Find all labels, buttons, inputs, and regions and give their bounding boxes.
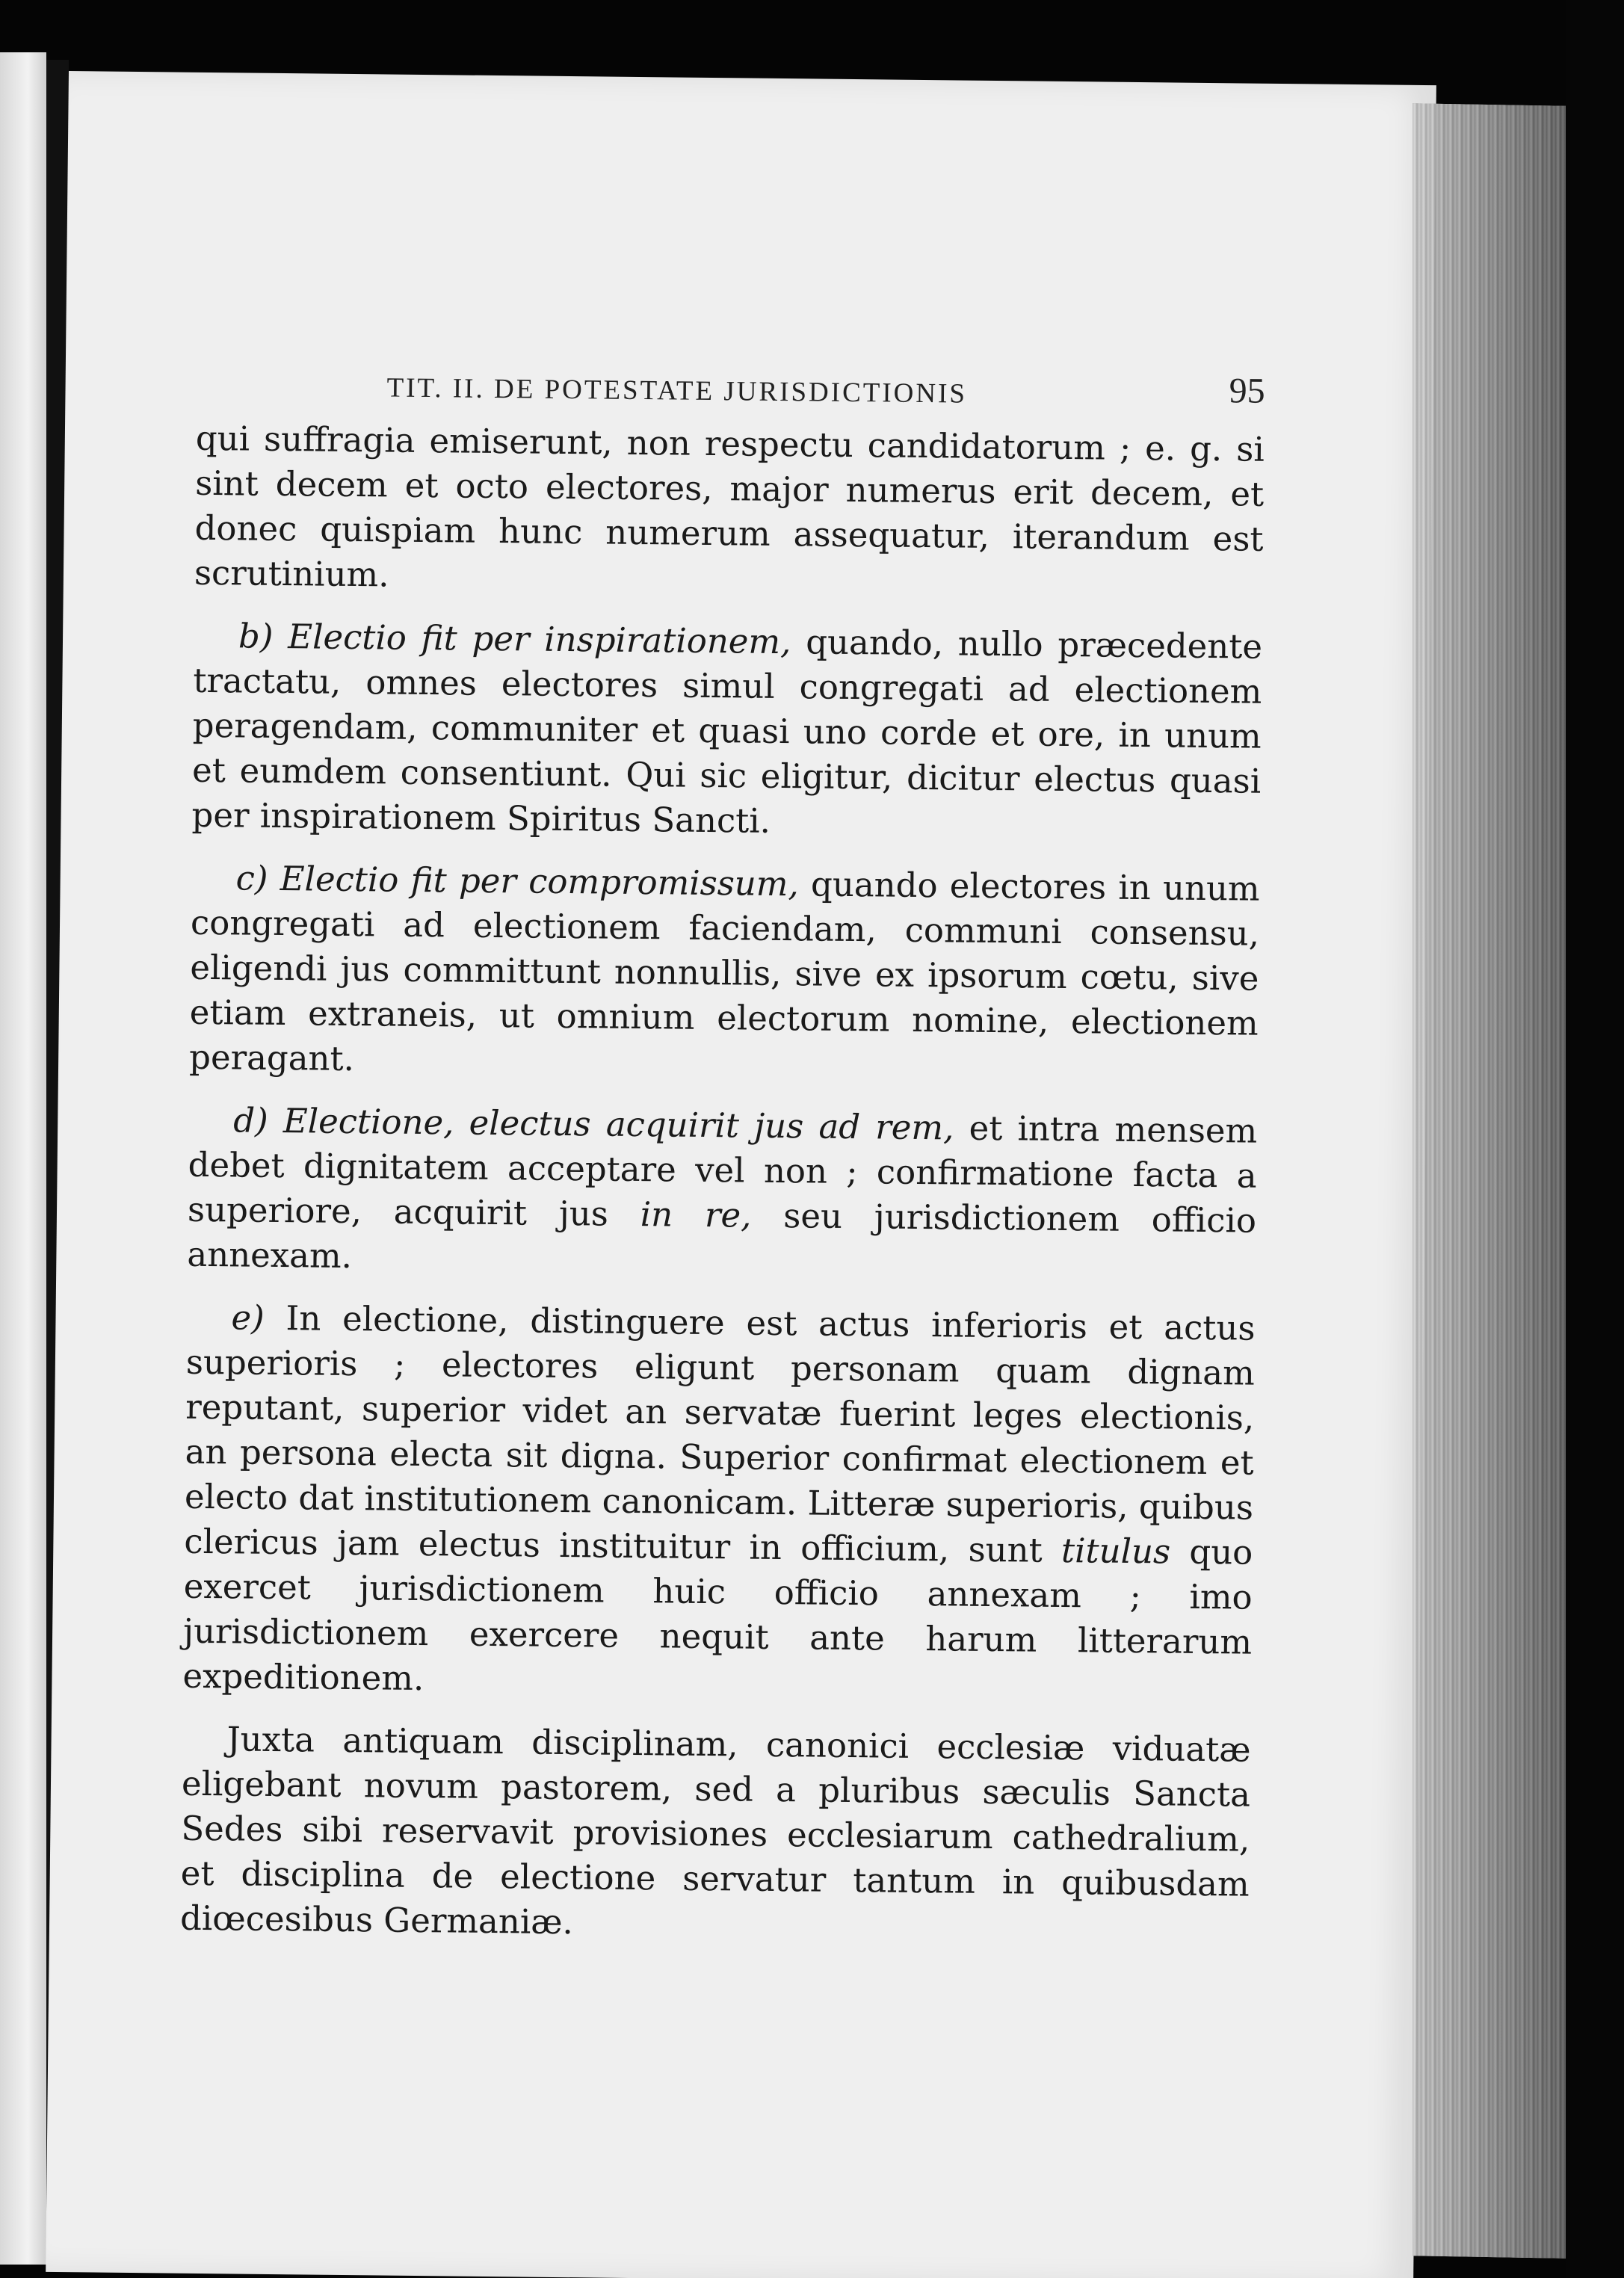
paragraph-label: d) xyxy=(233,1100,268,1140)
paragraph-inline-italic: titulus xyxy=(1060,1531,1171,1572)
running-title: TIT. II. DE POTESTATE JURISDICTIONIS xyxy=(386,372,968,410)
paragraph-text: qui suffragia emiserunt, non respectu candidatorum ; e. g. si sint decem et octo electores, major numerus erit decem, et donec quispiam hunc numerum assequatur, iterandum est scrutinium. xyxy=(194,418,1265,595)
paragraph-continuation xyxy=(194,416,1265,607)
book-page xyxy=(46,71,1436,2278)
paragraph-label: c) xyxy=(235,858,268,898)
paragraph-juxta xyxy=(180,1717,1251,1952)
stacked-page-edges xyxy=(1412,103,1566,2259)
paragraph-text: et intra mensem debet dignitatem acceptare vel non ; confirmatione facta a superiore, acquirit jus xyxy=(187,1108,1258,1235)
running-head xyxy=(196,349,1265,427)
paragraph-tail: quo exercet jurisdictionem huic officio annexam ; imo jurisdictionem exercere nequit ante harum litterarum expeditionem. xyxy=(182,1531,1253,1699)
paragraph-inline-italic: in re, xyxy=(640,1194,752,1235)
left-page-edge xyxy=(0,52,46,2265)
paragraph-text: In electione, distinguere est actus inferioris et actus superioris ; electores eligunt personam quam dignam reputant, superior videt an servatæ fuerint leges electionis, an persona electa sit digna. Superior confirmat electionem et electo dat institutionem canonicam. Litteræ superioris, quibus clericus jam electus instituitur in officium, sunt xyxy=(184,1298,1256,1571)
scan-background-right xyxy=(1566,0,1624,2278)
paragraph-lead-italic: Electione, electus acquirit jus ad rem, xyxy=(282,1101,954,1148)
paragraph-d xyxy=(187,1098,1257,1288)
paragraph-text: quando electores in unum congregati ad electionem faciendam, communi consensu, eligendi jus committunt nonnullis, sive ex ipsorum cœtu, sive etiam extraneis, ut omnium electorum nomine, electionem peragant. xyxy=(188,864,1260,1079)
page-number: 95 xyxy=(1229,371,1265,411)
page-text-block xyxy=(180,349,1265,1970)
paragraph-label: b) xyxy=(238,616,274,656)
paragraph-label: e) xyxy=(231,1297,265,1338)
paragraph-lead-italic: Electio fit per inspirationem, xyxy=(287,617,791,662)
paragraph-b xyxy=(191,614,1262,849)
paragraph-text: Juxta antiquam disciplinam, canonici ecclesiæ viduatæ eligebant novum pastorem, sed a pluribus sæculis Sancta Sedes sibi reservavit provisiones ecclesiarum cathedralium, et disciplina de electione servatur tantum in quibusdam diœcesibus Germaniæ. xyxy=(179,1719,1251,1942)
paragraph-e xyxy=(182,1295,1256,1710)
paragraph-tail: seu jurisdictionem officio annexam. xyxy=(187,1196,1257,1277)
paragraph-text: quando, nullo præcedente tractatu, omnes electores simul congregati ad electionem peragendam, communiter et quasi uno corde et ore, in unum et eumdem consentiunt. Qui sic eligitur, dicitur electus quasi per inspirationem Spiritus Sancti. xyxy=(191,622,1263,841)
paragraph-c xyxy=(189,856,1260,1091)
paragraph-lead-italic: Electio fit per compromissum, xyxy=(280,859,800,904)
